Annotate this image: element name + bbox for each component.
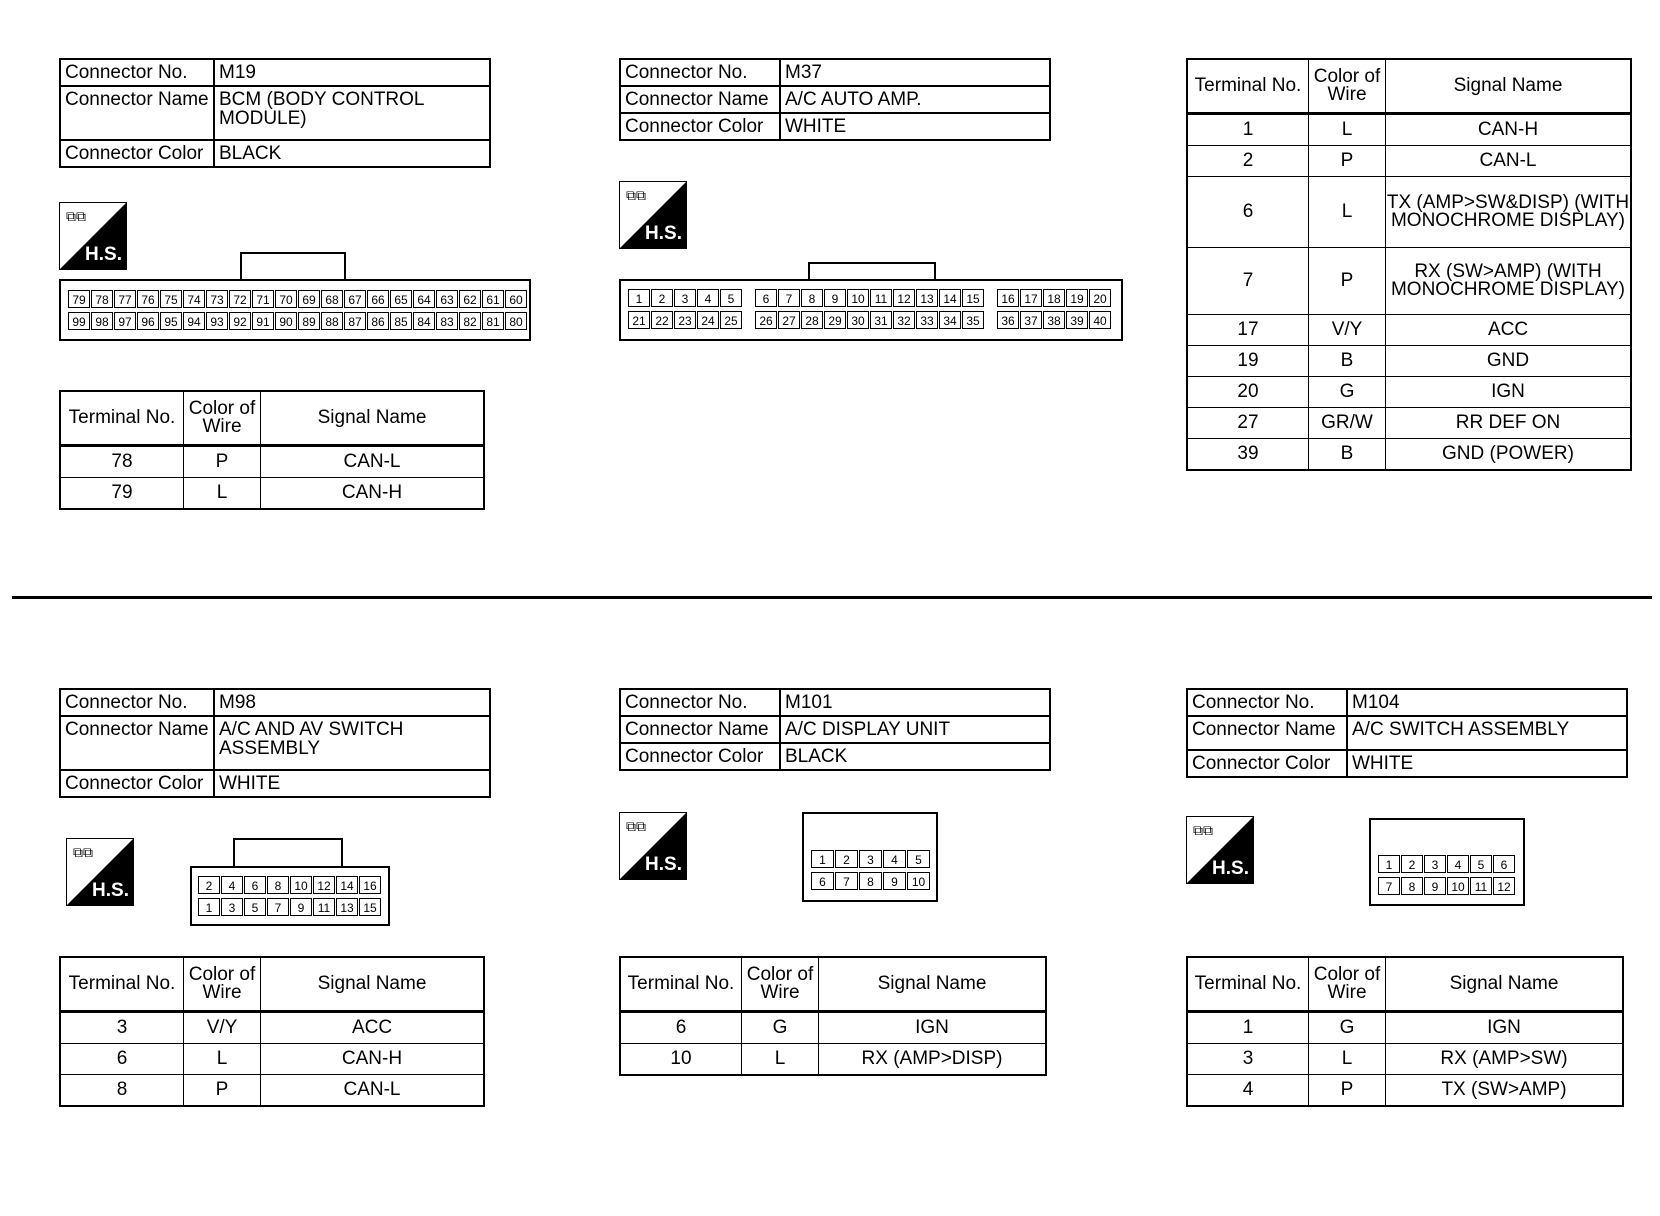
m37-connector-name: A/C AUTO AMP. [780,86,1050,113]
wire-color-cell: P [184,1075,261,1107]
signal-name-cell: ACC [1386,315,1632,346]
table-row [1187,1012,1623,1044]
m101-connector-no: M101 [780,689,1050,716]
connector-pin: 87 [344,312,366,330]
connector-pin: 69 [298,290,320,308]
table-row [1187,114,1631,146]
connector-pin: 40 [1089,311,1111,329]
m98-connector-face [190,866,390,926]
connector-pin: 9 [1424,877,1446,895]
connector-pin: 89 [298,312,320,330]
connector-pin: 2 [198,876,220,894]
m19-connector-info [59,58,491,168]
connector-pin: 21 [628,311,650,329]
connector-pin: 5 [720,289,742,307]
connector-pin: 10 [1447,877,1469,895]
wire-color-cell: L [1309,1044,1386,1075]
connector-pin: 15 [359,898,381,916]
m37-terminal-table [1186,58,1632,471]
m37-connector-no: M37 [780,59,1050,86]
m19-terminal-table [59,390,485,510]
terminal-no-cell: 4 [1187,1075,1309,1107]
connector-pin: 81 [482,312,504,330]
connector-pin: 14 [336,876,358,894]
connector-pin: 97 [114,312,136,330]
m19-connector-color: BLACK [214,140,490,167]
label-connector-color: Connector Color [620,743,780,770]
signal-name-cell: CAN-L [1386,146,1632,177]
connector-pin: 9 [883,872,906,890]
connector-pin: 66 [367,290,389,308]
wire-color-cell: P [1309,146,1386,177]
connector-pin: 5 [244,898,266,916]
connector-pin: 91 [252,312,274,330]
label-connector-color: Connector Color [1187,750,1347,777]
label-connector-no: Connector No. [620,59,780,86]
connector-pin: 2 [1401,855,1423,873]
m104-connector-color: WHITE [1347,750,1627,777]
connector-pin: 5 [1470,855,1492,873]
connector-pin: 25 [720,311,742,329]
header-color-of-wire: Color of Wire [1309,957,1386,1012]
connector-pin: 6 [1493,855,1515,873]
terminal-no-cell: 39 [1187,439,1309,471]
connector-pin: 13 [336,898,358,916]
header-color-of-wire: Color of Wire [184,391,261,446]
m101-terminal-table [619,956,1047,1076]
terminal-no-cell: 20 [1187,377,1309,408]
m98-connector-name: A/C AND AV SWITCH ASSEMBLY [214,716,490,770]
header-signal-name: Signal Name [261,391,485,446]
connector-pin: 13 [916,289,938,307]
wire-color-cell: B [1309,439,1386,471]
signal-name-cell: CAN-L [261,446,485,478]
terminal-no-cell: 8 [60,1075,184,1107]
m19-connector-face [59,279,531,341]
connector-pin: 14 [939,289,961,307]
label-connector-no: Connector No. [60,689,214,716]
label-connector-no: Connector No. [60,59,214,86]
label-connector-name: Connector Name [60,716,214,770]
connector-pin: 8 [1401,877,1423,895]
header-signal-name: Signal Name [1386,59,1632,114]
connector-pin: 18 [1043,289,1065,307]
m101-connector-info [619,688,1051,771]
wire-color-cell: B [1309,346,1386,377]
m19-connector-no: M19 [214,59,490,86]
connector-pin: 16 [997,289,1019,307]
connector-pin: 65 [390,290,412,308]
connector-pin: 72 [229,290,251,308]
signal-name-cell: CAN-L [261,1075,485,1107]
wire-color-cell: L [1309,177,1386,248]
header-terminal-no: Terminal No. [60,391,184,446]
signal-name-cell: IGN [819,1012,1047,1044]
wire-color-cell: G [1309,377,1386,408]
header-color-of-wire: Color of Wire [1309,59,1386,114]
connector-pin: 63 [436,290,458,308]
connector-pin: 62 [459,290,481,308]
connector-pin: 4 [883,850,906,868]
connector-pin: 71 [252,290,274,308]
terminal-no-cell: 79 [60,478,184,510]
connector-pin: 15 [962,289,984,307]
terminal-no-cell: 19 [1187,346,1309,377]
connector-pin: 24 [697,311,719,329]
table-row [620,1012,1046,1044]
table-row [1187,1044,1623,1075]
signal-name-cell: CAN-H [261,478,485,510]
header-terminal-no: Terminal No. [1187,957,1309,1012]
connector-pin: 82 [459,312,481,330]
header-color-of-wire: Color of Wire [742,957,819,1012]
table-row [1187,1075,1623,1107]
wire-color-cell: P [1309,1075,1386,1107]
harness-side-icon: ⧉⧉ H.S. [619,812,687,880]
connector-pin: 96 [137,312,159,330]
terminal-no-cell: 1 [1187,114,1309,146]
terminal-no-cell: 6 [60,1044,184,1075]
connector-pin: 26 [755,311,777,329]
m98-connector-color: WHITE [214,770,490,797]
connector-pin: 12 [1493,877,1515,895]
terminal-no-cell: 78 [60,446,184,478]
terminal-no-cell: 3 [1187,1044,1309,1075]
connector-pin: 37 [1020,311,1042,329]
header-signal-name: Signal Name [819,957,1047,1012]
connector-pin: 2 [651,289,673,307]
connector-pin: 3 [674,289,696,307]
connector-pin: 7 [267,898,289,916]
connector-pin: 19 [1066,289,1088,307]
header-signal-name: Signal Name [261,957,485,1012]
connector-pin: 27 [778,311,800,329]
m19-connector-latch [240,252,346,282]
harness-side-icon: ⧉⧉ H.S. [59,202,127,270]
connector-pin: 74 [183,290,205,308]
connector-pin: 7 [1378,877,1400,895]
terminal-no-cell: 10 [620,1044,742,1076]
connector-pin: 99 [68,312,90,330]
label-connector-no: Connector No. [620,689,780,716]
label-connector-color: Connector Color [60,770,214,797]
connector-pin: 68 [321,290,343,308]
signal-name-cell: TX (SW>AMP) [1386,1075,1624,1107]
connector-pin: 28 [801,311,823,329]
connector-pin: 80 [505,312,527,330]
table-row [1187,146,1631,177]
table-row [60,1075,484,1107]
connector-pin: 2 [835,850,858,868]
connector-pin: 73 [206,290,228,308]
connector-pin: 6 [811,872,834,890]
connector-pin: 35 [962,311,984,329]
connector-pin: 12 [313,876,335,894]
connector-pin: 77 [114,290,136,308]
connector-pin: 8 [801,289,823,307]
harness-side-icon: ⧉⧉ H.S. [1186,816,1254,884]
connector-pin: 98 [91,312,113,330]
connector-pin: 7 [835,872,858,890]
m37-connector-info [619,58,1051,141]
terminal-no-cell: 3 [60,1012,184,1044]
connector-pin: 11 [870,289,892,307]
table-row [1187,408,1631,439]
header-signal-name: Signal Name [1386,957,1624,1012]
connector-pin: 86 [367,312,389,330]
signal-name-cell: IGN [1386,377,1632,408]
wire-color-cell: P [184,446,261,478]
connector-pin: 78 [91,290,113,308]
harness-side-icon: ⧉⧉ H.S. [619,181,687,249]
connector-pin: 4 [221,876,243,894]
connector-pin: 20 [1089,289,1111,307]
wire-color-cell: L [742,1044,819,1076]
terminal-no-cell: 7 [1187,248,1309,315]
m98-terminal-table [59,956,485,1107]
signal-name-cell: GND (POWER) [1386,439,1632,471]
table-row [60,1012,484,1044]
table-row [1187,315,1631,346]
connector-pin: 92 [229,312,251,330]
wire-color-cell: G [742,1012,819,1044]
connector-pin: 85 [390,312,412,330]
label-connector-name: Connector Name [1187,716,1347,750]
connector-pin: 7 [778,289,800,307]
connector-pin: 1 [198,898,220,916]
connector-pin: 64 [413,290,435,308]
harness-side-icon: ⧉⧉ H.S. [66,838,134,906]
label-connector-name: Connector Name [620,86,780,113]
connector-pin: 94 [183,312,205,330]
wire-color-cell: G [1309,1012,1386,1044]
table-row [60,446,484,478]
m37-connector-color: WHITE [780,113,1050,140]
signal-name-cell: RX (AMP>DISP) [819,1044,1047,1076]
terminal-no-cell: 6 [620,1012,742,1044]
connector-pin: 17 [1020,289,1042,307]
connector-pin: 67 [344,290,366,308]
signal-name-cell: RX (AMP>SW) [1386,1044,1624,1075]
connector-pin: 6 [244,876,266,894]
table-row [620,1044,1046,1076]
m19-connector-name: BCM (BODY CONTROL MODULE) [214,86,490,140]
m98-connector-info [59,688,491,798]
table-row [1187,248,1631,315]
connector-pin: 70 [275,290,297,308]
connector-pin: 36 [997,311,1019,329]
connector-pin: 75 [160,290,182,308]
connector-pin: 32 [893,311,915,329]
signal-name-cell: IGN [1386,1012,1624,1044]
signal-name-cell: CAN-H [1386,114,1632,146]
wire-color-cell: L [184,478,261,510]
connector-pin: 3 [859,850,882,868]
signal-name-cell: RR DEF ON [1386,408,1632,439]
wire-color-cell: L [184,1044,261,1075]
connector-pin: 5 [907,850,930,868]
connector-pin: 11 [1470,877,1492,895]
wire-color-cell: GR/W [1309,408,1386,439]
wire-color-cell: L [1309,114,1386,146]
m98-connector-no: M98 [214,689,490,716]
header-terminal-no: Terminal No. [1187,59,1309,114]
m104-connector-name: A/C SWITCH ASSEMBLY [1347,716,1627,750]
header-terminal-no: Terminal No. [60,957,184,1012]
header-terminal-no: Terminal No. [620,957,742,1012]
label-connector-color: Connector Color [60,140,214,167]
table-row [1187,377,1631,408]
label-connector-name: Connector Name [620,716,780,743]
signal-name-cell: GND [1386,346,1632,377]
connector-pin: 61 [482,290,504,308]
label-connector-color: Connector Color [620,113,780,140]
table-row [1187,177,1631,248]
connector-pin: 10 [847,289,869,307]
connector-pin: 10 [290,876,312,894]
label-connector-no: Connector No. [1187,689,1347,716]
connector-pin: 3 [1424,855,1446,873]
connector-pin: 39 [1066,311,1088,329]
connector-pin: 90 [275,312,297,330]
connector-pin: 1 [811,850,834,868]
wire-color-cell: P [1309,248,1386,315]
connector-pin: 22 [651,311,673,329]
terminal-no-cell: 1 [1187,1012,1309,1044]
table-row [1187,439,1631,471]
signal-name-cell: CAN-H [261,1044,485,1075]
wire-color-cell: V/Y [184,1012,261,1044]
connector-pin: 9 [824,289,846,307]
connector-pin: 6 [755,289,777,307]
connector-pin: 9 [290,898,312,916]
signal-name-cell: ACC [261,1012,485,1044]
table-row [60,1044,484,1075]
wire-color-cell: V/Y [1309,315,1386,346]
m101-connector-color: BLACK [780,743,1050,770]
connector-pin: 33 [916,311,938,329]
connector-pin: 83 [436,312,458,330]
terminal-no-cell: 6 [1187,177,1309,248]
connector-pin: 95 [160,312,182,330]
table-row [1187,346,1631,377]
connector-pin: 12 [893,289,915,307]
m101-connector-name: A/C DISPLAY UNIT [780,716,1050,743]
connector-pin: 16 [359,876,381,894]
header-color-of-wire: Color of Wire [184,957,261,1012]
connector-pin: 3 [221,898,243,916]
connector-pin: 29 [824,311,846,329]
connector-pin: 34 [939,311,961,329]
connector-pin: 4 [1447,855,1469,873]
connector-pin: 8 [859,872,882,890]
m104-connector-no: M104 [1347,689,1627,716]
connector-pin: 84 [413,312,435,330]
connector-pin: 88 [321,312,343,330]
terminal-no-cell: 17 [1187,315,1309,346]
connector-pin: 79 [68,290,90,308]
connector-pin: 4 [697,289,719,307]
connector-pin: 60 [505,290,527,308]
connector-pin: 1 [1378,855,1400,873]
connector-pin: 31 [870,311,892,329]
connector-pin: 30 [847,311,869,329]
section-divider [12,596,1652,599]
terminal-no-cell: 27 [1187,408,1309,439]
connector-pin: 93 [206,312,228,330]
signal-name-cell: TX (AMP>SW&DISP) (WITH MONOCHROME DISPLAY) [1386,177,1632,248]
connector-pin: 76 [137,290,159,308]
connector-pin: 23 [674,311,696,329]
terminal-no-cell: 2 [1187,146,1309,177]
connector-pin: 11 [313,898,335,916]
m104-terminal-table [1186,956,1624,1107]
connector-pin: 38 [1043,311,1065,329]
connector-pin: 1 [628,289,650,307]
signal-name-cell: RX (SW>AMP) (WITH MONOCHROME DISPLAY) [1386,248,1632,315]
table-row [60,478,484,510]
connector-pin: 8 [267,876,289,894]
label-connector-name: Connector Name [60,86,214,140]
m104-connector-info [1186,688,1628,778]
connector-pin: 10 [907,872,930,890]
